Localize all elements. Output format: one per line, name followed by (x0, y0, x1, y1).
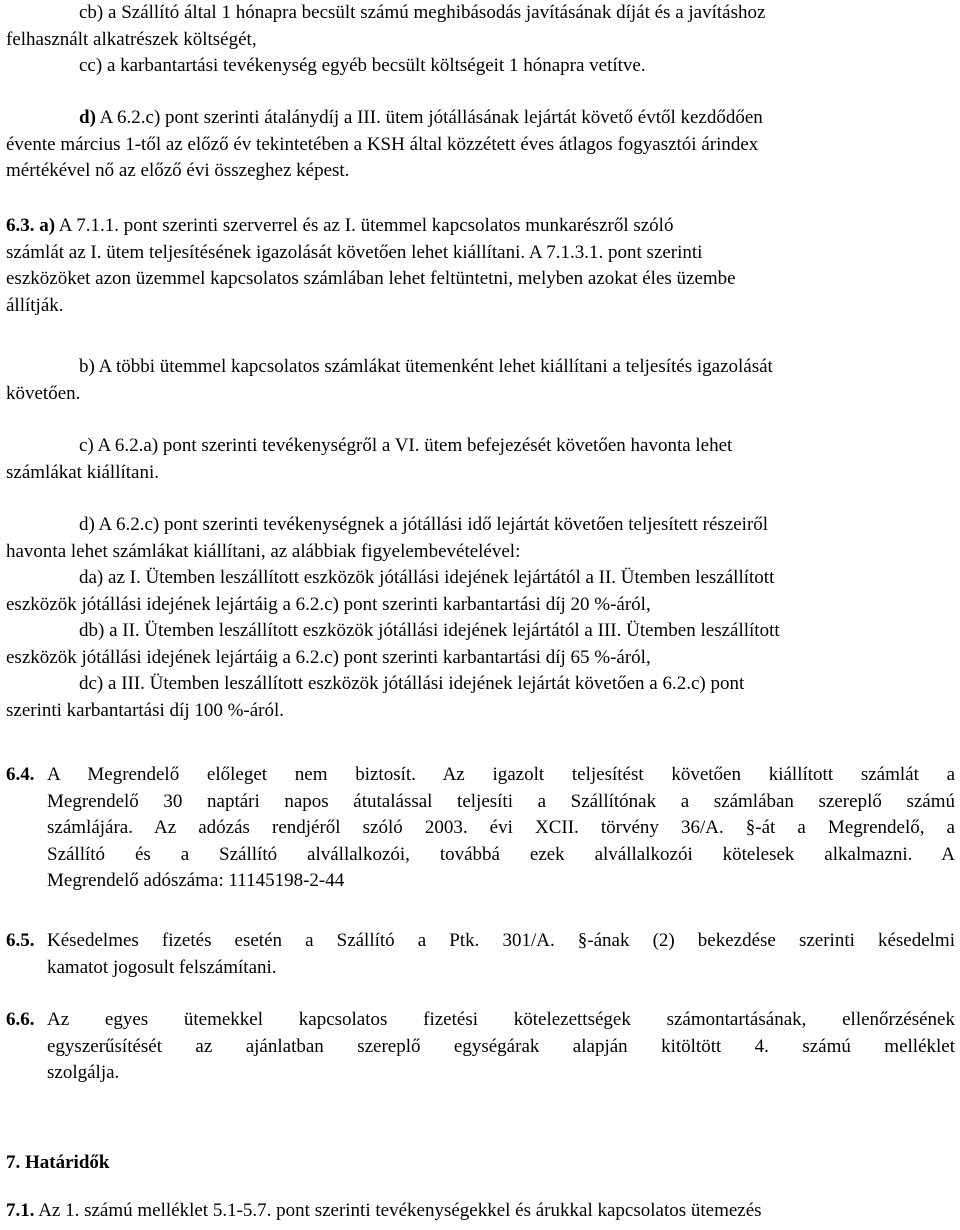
paragraph-d (0, 105, 960, 185)
text-line: Szállító és a Szállító alvállalkozói, továbbá ezek alvállalkozói kötelesek alkalmazni. A (47, 843, 955, 865)
section-heading: 7. Határidők (6, 1152, 110, 1173)
text-line: szolgálja. (47, 1062, 120, 1083)
text-line: eszközöket azon üzemmel kapcsolatos számlában lehet feltüntetni, melyben azokat éles üzembe (6, 268, 736, 289)
text-line: évente március 1-től az előző év tekintetében a KSH által közzétett éves átlagos fogyasztói árindex (6, 133, 759, 155)
text-line: Késedelmes fizetés esetén a Szállító a Ptk. 301/A. §-ának (2) bekezdése szerinti késedelmi (47, 930, 955, 951)
text-line: havonta lehet számlákat kiállítani, az alábbiak figyelembevételével: (6, 540, 521, 562)
text-line: cc) a karbantartási tevékenység egyéb becsült költségeit 1 hónapra vetítve. (79, 55, 646, 76)
section-6-3-a (0, 213, 960, 319)
clause-label: d) (79, 107, 96, 128)
section-6-3-b (0, 354, 960, 407)
text-line: dc) a III. Ütemben leszállított eszközök jótállási idejének lejártát követően a 6.2.c) pont (79, 673, 745, 694)
section-6-6 (0, 1007, 960, 1087)
text-line: kamatot jogosult felszámítani. (47, 956, 277, 978)
section-6-3-c (0, 433, 960, 486)
text-line: mértékével nő az előző évi összeghez képest. (6, 160, 350, 181)
text-line: eszközök jótállási idejének lejártáig a 6.2.c) pont szerinti karbantartási díj 65 %-áról, (6, 646, 651, 668)
text-line: szerinti karbantartási díj 100 %-áról. (6, 699, 285, 721)
text-line: számlákat kiállítani. (6, 461, 160, 483)
text-line: A Megrendelő előleget nem biztosít. Az igazolt teljesítést követően kiállított számlát a (47, 764, 955, 785)
heading-7 (0, 1150, 960, 1177)
text-line: b) A többi ütemmel kapcsolatos számlákat ütemenként lehet kiállítani a teljesítés igazolását (79, 356, 773, 377)
text-line: cb) a Szállító által 1 hónapra becsült számú meghibásodás javításának díját és a javításhoz (79, 2, 766, 23)
text-line: db) a II. Ütemben leszállított eszközök jótállási idejének lejártától a III. Ütemben leszállított (79, 620, 780, 641)
text-line: állítják. (6, 294, 64, 316)
text-line: számlájára. Az adózás rendjéről szóló 2003. évi XCII. törvény 36/A. §-át a Megrendelő, a (47, 817, 955, 838)
text-line: A 7.1.1. pont szerinti szerverrel és az I. ütemmel kapcsolatos munkarészről szóló (55, 215, 674, 236)
section-6-5 (0, 928, 960, 981)
section-7-1 (0, 1198, 960, 1225)
text-line: számlát az I. ütem teljesítésének igazolását követően lehet kiállítani. A 7.1.3.1. pont szerinti (6, 241, 703, 263)
text-line: követően. (6, 382, 81, 404)
text-line: eszközök jótállási idejének lejártáig a 6.2.c) pont szerinti karbantartási díj 20 %-áról, (6, 593, 651, 615)
text-line: A 6.2.c) pont szerinti átalánydíj a III. ütem jótállásának lejártát követő évtől kezdődően (95, 107, 763, 128)
text-line: d) A 6.2.c) pont szerinti tevékenységnek a jótállási idő lejártát követően teljesített részeiről (79, 514, 769, 535)
text-line: Az egyes ütemekkel kapcsolatos fizetési kötelezettségek számontartásának, ellenőrzésének (47, 1009, 955, 1030)
section-number: 6.5. (6, 930, 35, 951)
text-line: Megrendelő adószáma: 11145198-2-44 (47, 870, 345, 891)
paragraph-cb-cc (0, 0, 960, 80)
text-line: c) A 6.2.a) pont szerinti tevékenységről a VI. ütem befejezését követően havonta lehet (79, 435, 733, 456)
text-line: egyszerűsítését az ajánlatban szereplő egységárak alapján kitöltött 4. számú melléklet (47, 1035, 955, 1057)
section-6-4 (0, 762, 960, 895)
text-line: felhasznált alkatrészek költségét, (6, 28, 257, 50)
text-line: Az 1. számú melléklet 5.1-5.7. pont szerinti tevékenységekkel és árukkal kapcsolatos ütemezés (38, 1200, 762, 1221)
section-number: 6.4. (6, 764, 35, 785)
section-number: 7.1. (6, 1200, 35, 1221)
text-line: da) az I. Ütemben leszállított eszközök jótállási idejének lejártától a II. Ütemben leszállított (79, 567, 775, 588)
section-6-3-d (0, 512, 960, 724)
section-number: 6.6. (6, 1009, 35, 1030)
section-number: 6.3. a) (6, 215, 56, 236)
text-line: Megrendelő 30 naptári napos átutalással teljesíti a Szállítónak a számlában szereplő számú (47, 790, 955, 812)
